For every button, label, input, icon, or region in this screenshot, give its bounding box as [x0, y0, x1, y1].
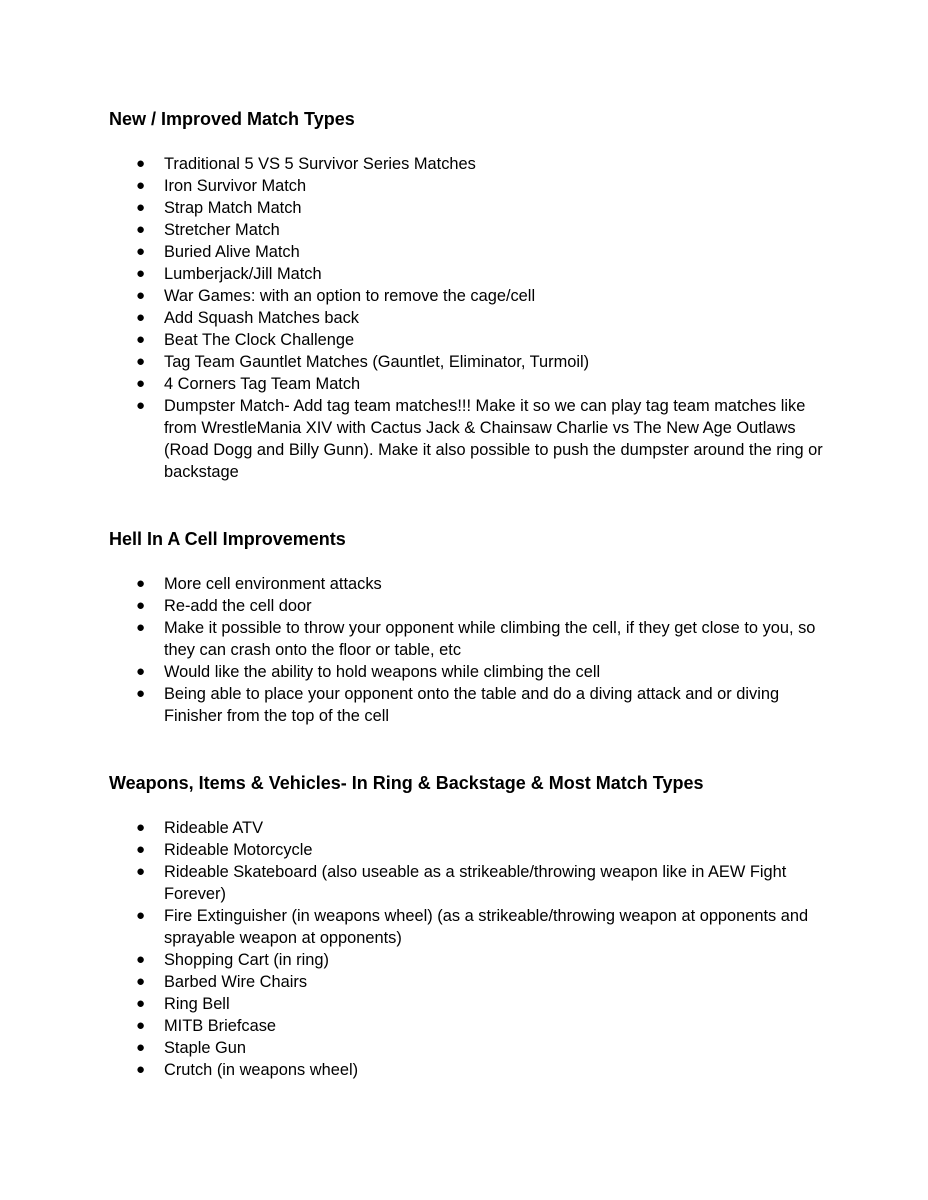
list-item — [109, 153, 828, 175]
list-item — [109, 1037, 828, 1059]
section-heading: Hell In A Cell Improvements — [109, 529, 346, 549]
list-item — [109, 175, 828, 197]
list-item — [109, 329, 828, 351]
section-weapons-items-vehicles — [109, 772, 828, 1081]
bullet-icon: ● — [136, 1017, 146, 1034]
bullet-icon: ● — [136, 287, 146, 304]
bullet-icon: ● — [136, 863, 146, 880]
list-item — [109, 285, 828, 307]
list-item-text: Make it possible to throw your opponent while climbing the cell, if they get close to you, so they can crash onto the floor or table, etc — [164, 619, 816, 659]
list-item — [109, 351, 828, 373]
bullet-icon: ● — [136, 995, 146, 1012]
section-hell-in-a-cell — [109, 528, 828, 727]
bullet-icon: ● — [136, 575, 146, 592]
list-item — [109, 1015, 828, 1037]
list-item-text: Stretcher Match — [164, 221, 280, 239]
list-item — [109, 219, 828, 241]
list-item-text: Dumpster Match- Add tag team matches!!! Make it so we can play tag team matches like from WrestleMania XIV with Cactus Jack & Chainsaw Charlie vs The New Age Outlaws (Road Dogg and Billy Gunn). Make it also possible to push the dumpster around the ring or backstage — [164, 397, 823, 481]
list-item — [109, 241, 828, 263]
bullet-icon: ● — [136, 177, 146, 194]
bullet-icon: ● — [136, 265, 146, 282]
bullet-icon: ● — [136, 619, 146, 636]
bullet-icon: ● — [136, 951, 146, 968]
bullet-icon: ● — [136, 397, 146, 414]
list-item-text: Re-add the cell door — [164, 597, 312, 615]
list-item-text: Barbed Wire Chairs — [164, 973, 308, 991]
list-item — [109, 839, 828, 861]
list-item — [109, 197, 828, 219]
list-item-text: War Games: with an option to remove the cage/cell — [164, 287, 536, 305]
list-item — [109, 949, 828, 971]
list-item-text: Ring Bell — [164, 995, 230, 1013]
list-item — [109, 617, 828, 661]
bullet-list — [109, 573, 828, 727]
list-item — [109, 595, 828, 617]
list-item — [109, 307, 828, 329]
list-item — [109, 905, 828, 949]
list-item — [109, 683, 828, 727]
bullet-icon: ● — [136, 375, 146, 392]
list-item-text: Traditional 5 VS 5 Survivor Series Matches — [164, 155, 476, 173]
section-heading: Weapons, Items & Vehicles- In Ring & Backstage & Most Match Types — [109, 773, 704, 793]
list-item — [109, 661, 828, 683]
bullet-icon: ● — [136, 819, 146, 836]
list-item-text: MITB Briefcase — [164, 1017, 277, 1035]
bullet-icon: ● — [136, 841, 146, 858]
list-item-text: Beat The Clock Challenge — [164, 331, 355, 349]
bullet-icon: ● — [136, 973, 146, 990]
list-item-text: More cell environment attacks — [164, 575, 382, 593]
bullet-icon: ● — [136, 155, 146, 172]
list-item-text: Being able to place your opponent onto the table and do a diving attack and or diving Finisher from the top of the cell — [164, 685, 780, 725]
bullet-icon: ● — [136, 243, 146, 260]
list-item-text: 4 Corners Tag Team Match — [164, 375, 361, 393]
bullet-icon: ● — [136, 309, 146, 326]
section-match-types — [109, 108, 828, 483]
bullet-icon: ● — [136, 353, 146, 370]
list-item — [109, 373, 828, 395]
list-item-text: Strap Match Match — [164, 199, 302, 217]
list-item-text: Iron Survivor Match — [164, 177, 307, 195]
section-heading: New / Improved Match Types — [109, 109, 355, 129]
bullet-icon: ● — [136, 597, 146, 614]
list-item-text: Lumberjack/Jill Match — [164, 265, 322, 283]
bullet-list — [109, 817, 828, 1081]
bullet-list — [109, 153, 828, 483]
bullet-icon: ● — [136, 221, 146, 238]
list-item — [109, 1059, 828, 1081]
bullet-icon: ● — [136, 685, 146, 702]
list-item — [109, 971, 828, 993]
list-item — [109, 395, 828, 483]
list-item-text: Would like the ability to hold weapons while climbing the cell — [164, 663, 601, 681]
list-item-text: Staple Gun — [164, 1039, 247, 1057]
list-item — [109, 573, 828, 595]
bullet-icon: ● — [136, 1039, 146, 1056]
bullet-icon: ● — [136, 199, 146, 216]
bullet-icon: ● — [136, 663, 146, 680]
list-item — [109, 993, 828, 1015]
list-item — [109, 861, 828, 905]
list-item-text: Rideable Motorcycle — [164, 841, 313, 859]
bullet-icon: ● — [136, 1061, 146, 1078]
list-item — [109, 263, 828, 285]
list-item-text: Buried Alive Match — [164, 243, 300, 261]
list-item-text: Rideable Skateboard (also useable as a strikeable/throwing weapon like in AEW Fight Forever) — [164, 863, 787, 903]
list-item — [109, 817, 828, 839]
bullet-icon: ● — [136, 907, 146, 924]
list-item-text: Rideable ATV — [164, 819, 264, 837]
list-item-text: Shopping Cart (in ring) — [164, 951, 329, 969]
list-item-text: Fire Extinguisher (in weapons wheel) (as a strikeable/throwing weapon at opponents and sprayable weapon at opponents) — [164, 907, 809, 947]
list-item-text: Crutch (in weapons wheel) — [164, 1061, 359, 1079]
list-item-text: Tag Team Gauntlet Matches (Gauntlet, Eliminator, Turmoil) — [164, 353, 590, 371]
list-item-text: Add Squash Matches back — [164, 309, 359, 327]
bullet-icon: ● — [136, 331, 146, 348]
